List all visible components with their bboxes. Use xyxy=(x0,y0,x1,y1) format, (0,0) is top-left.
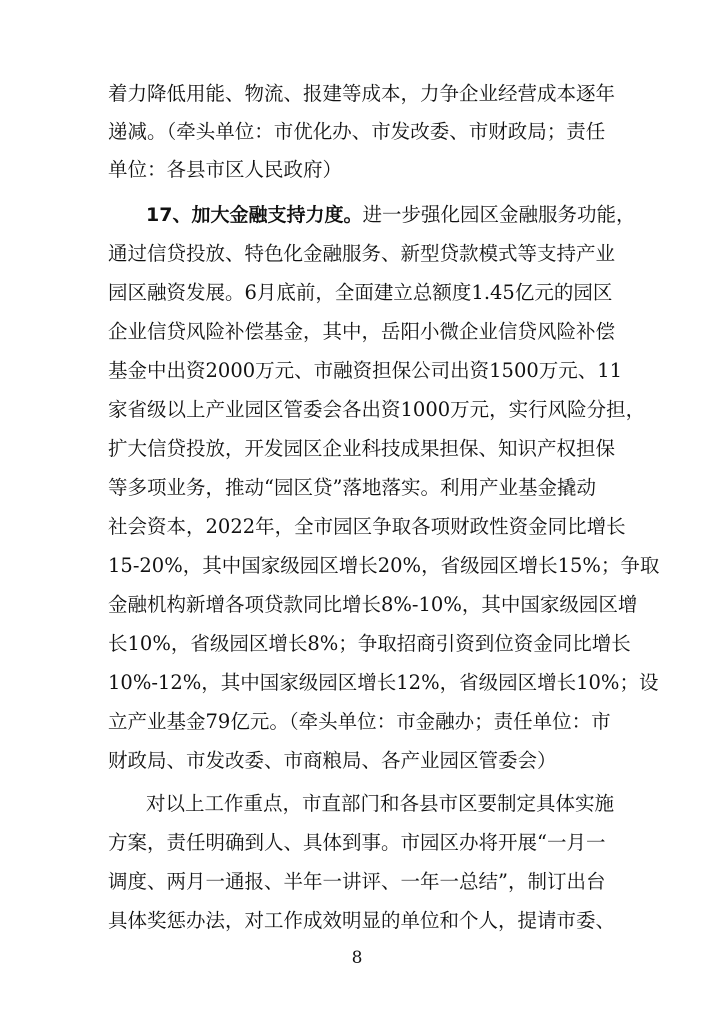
text-line: 具体奖惩办法，对工作成效明显的单位和个人，提请市委、 xyxy=(108,909,616,932)
text-line: 15-20%，其中国家级园区增长20%，省级园区增长15%；争取 xyxy=(108,554,660,577)
text-line: 基金中出资2000万元、市融资担保公司出资1500万元、11 xyxy=(108,359,623,382)
text-line: 园区融资发展。6月底前，全面建立总额度1.45亿元的园区 xyxy=(108,281,613,304)
text-line: 立产业基金79亿元。（牵头单位：市金融办；责任单位：市 xyxy=(108,710,611,733)
text-line: 调度、两月一通报、半年一讲评、一年一总结”，制订出台 xyxy=(108,870,606,893)
text-line: 递减。（牵头单位：市优化办、市发改委、市财政局；责任 xyxy=(108,120,606,143)
text-line: 等多项业务，推动“园区贷”落地落实。利用产业基金撬动 xyxy=(108,476,596,499)
page-number: 8 xyxy=(351,948,363,968)
text-line: 对以上工作重点，市直部门和各县市区要制定具体实施 xyxy=(146,792,615,815)
text-line: 企业信贷风险补偿基金，其中，岳阳小微企业信贷风险补偿 xyxy=(108,320,616,343)
text-line: 社会资本，2022年，全市园区争取各项财政性资金同比增长 xyxy=(108,515,626,538)
item-17-first-line-text: 进一步强化园区金融服务功能， xyxy=(362,203,636,226)
text-line: 财政局、市发改委、市商粮局、各产业园区管委会） xyxy=(108,749,557,772)
text-line: 长10%，省级园区增长8%；争取招商引资到位资金同比增长 xyxy=(108,632,631,655)
text-line: 方案，责任明确到人、具体到事。市园区办将开展“一月一 xyxy=(108,831,606,854)
text-line: 金融机构新增各项贷款同比增长8%-10%，其中国家级园区增 xyxy=(108,593,638,616)
item-17-heading: 17、加大金融支持力度。 xyxy=(146,204,363,226)
text-line: 通过信贷投放、特色化金融服务、新型贷款模式等支持产业 xyxy=(108,242,616,265)
text-line: 着力降低用能、物流、报建等成本，力争企业经营成本逐年 xyxy=(108,82,616,105)
text-line: 家省级以上产业园区管委会各出资1000万元，实行风险分担， xyxy=(108,398,646,421)
text-line: 扩大信贷投放，开发园区企业科技成果担保、知识产权担保 xyxy=(108,437,616,460)
text-line: 单位：各县市区人民政府） xyxy=(108,158,343,181)
item-17-first-line xyxy=(146,201,635,229)
text-line: 10%-12%，其中国家级园区增长12%，省级园区增长10%；设 xyxy=(108,671,659,694)
